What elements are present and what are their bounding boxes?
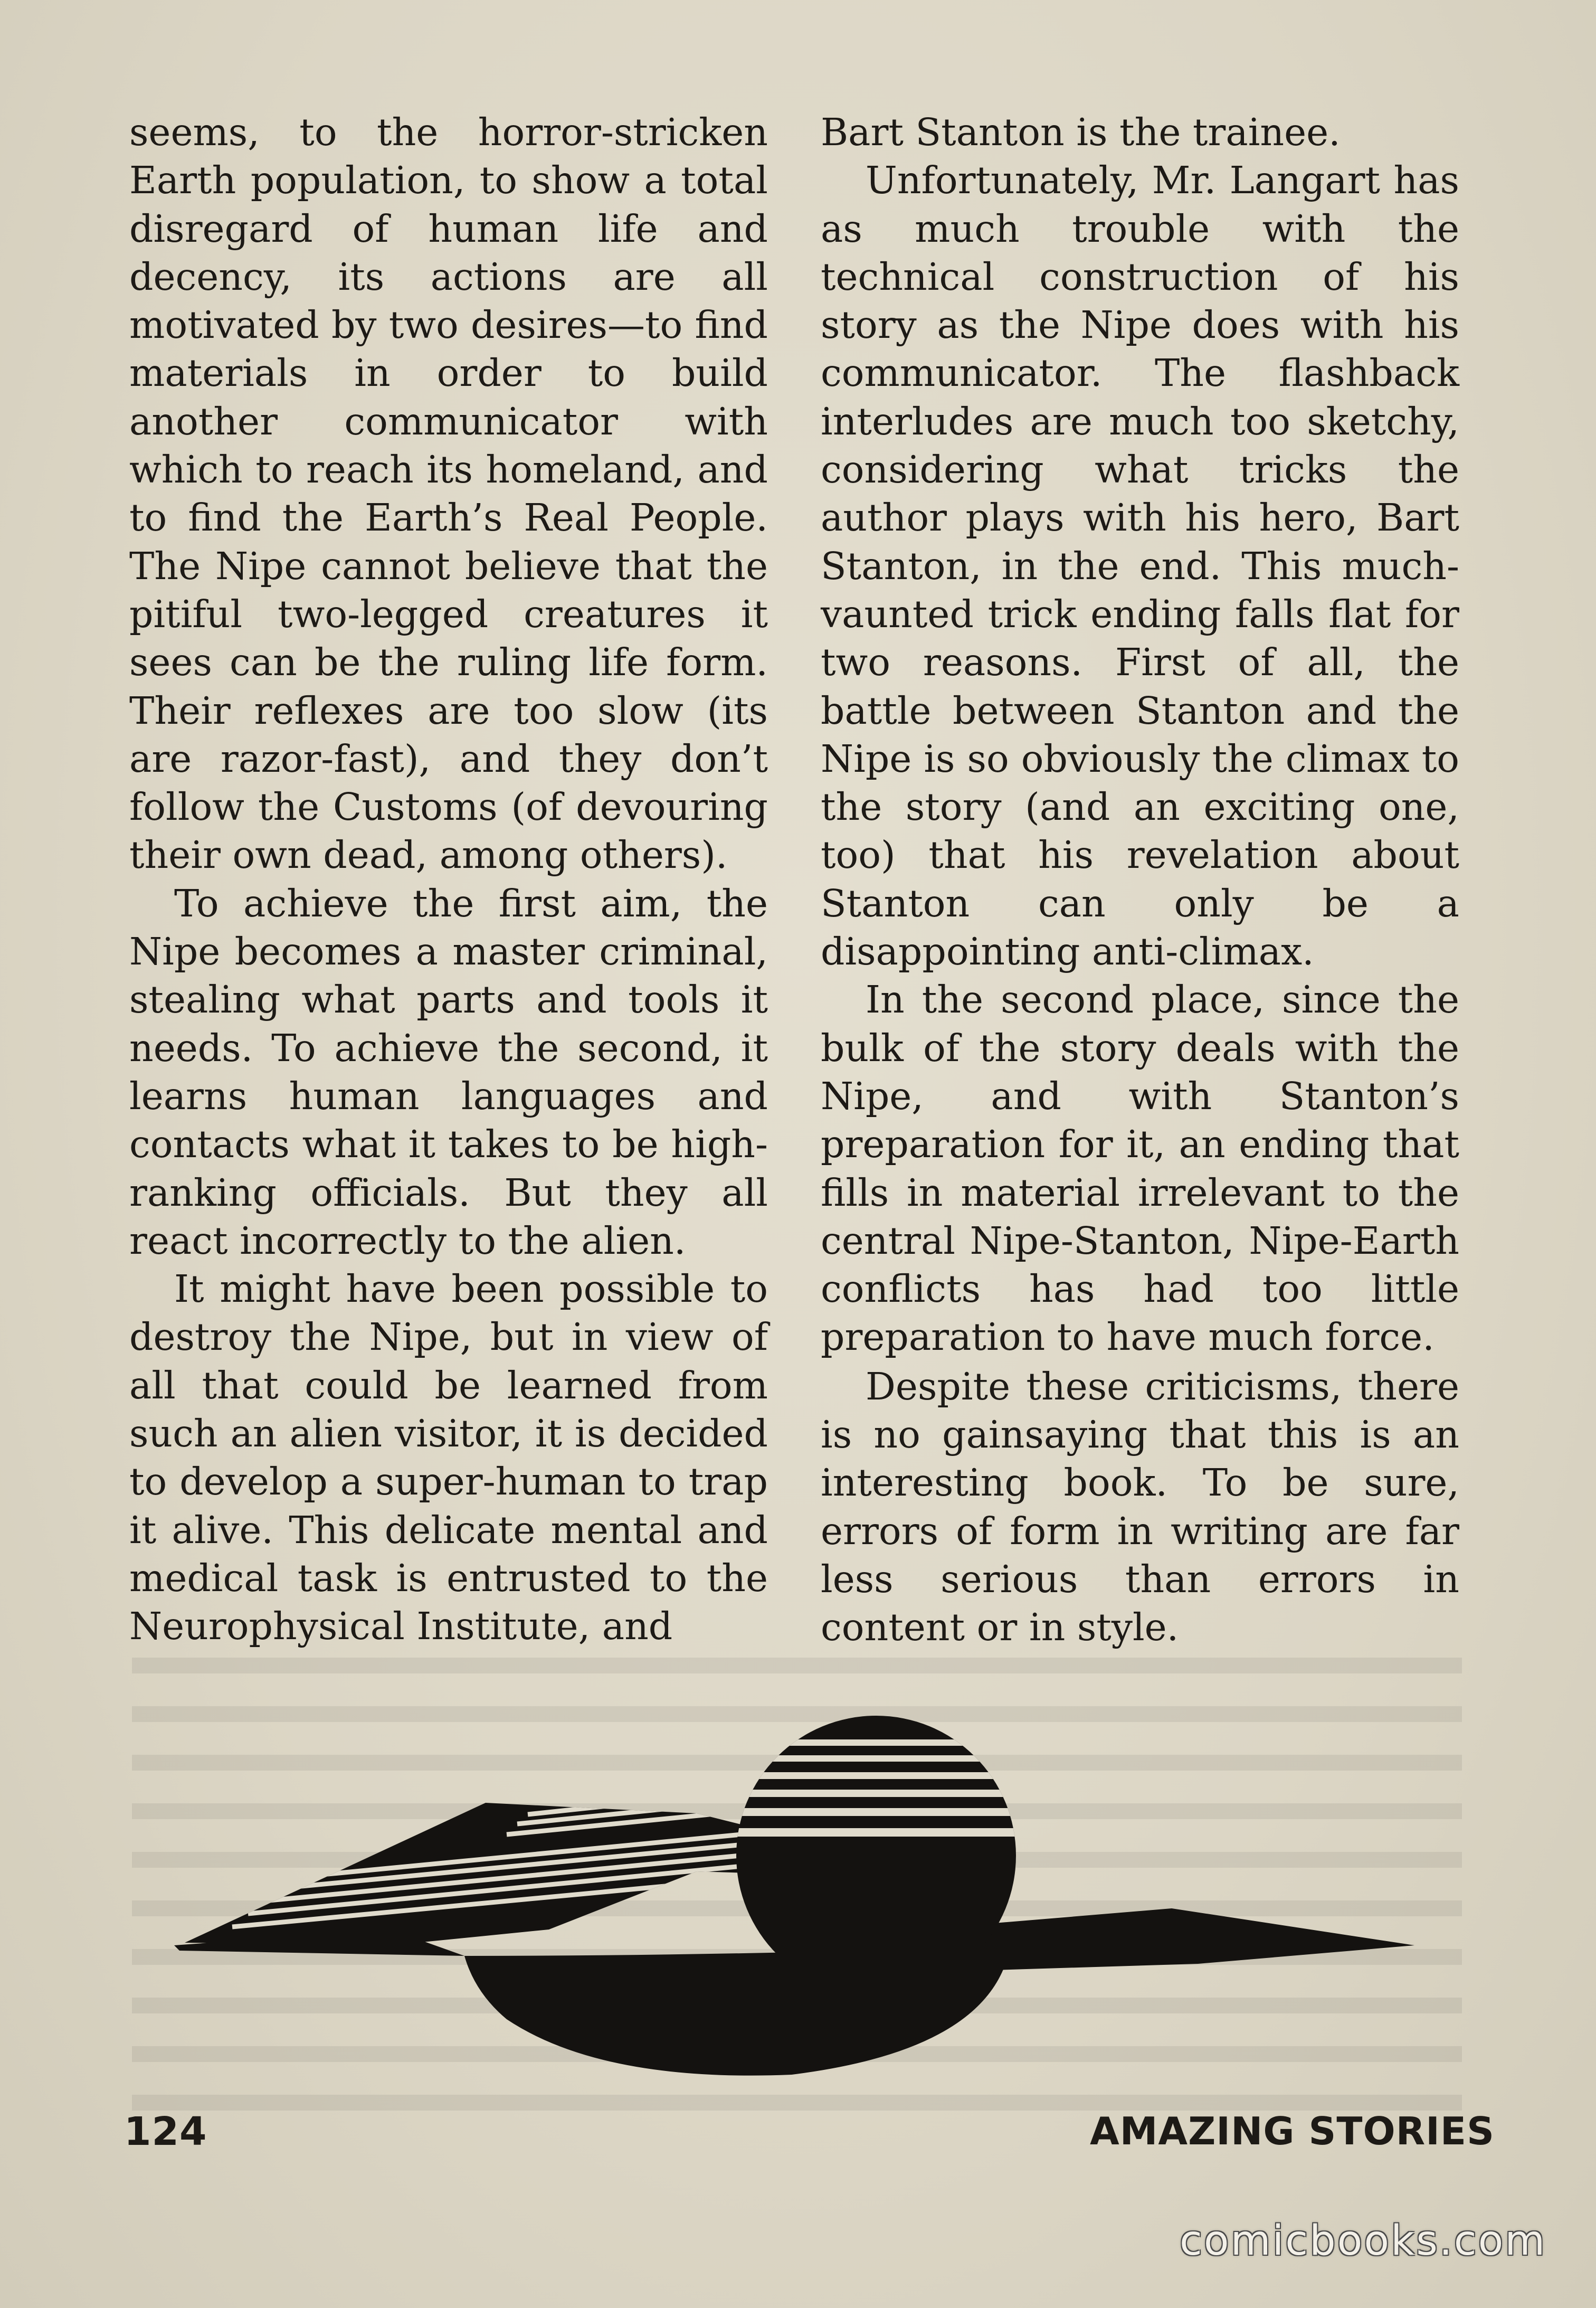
right-text-column <box>821 108 1459 1652</box>
paragraph: It might have been possible to destroy the Nipe, but in view of all that could be learned from such an alien visitor, it is decided to develop a super-human to trap it alive. This delicate mental and medical task is entrusted to the Neurophysical Institute, and <box>129 1267 768 1649</box>
hull-shape <box>464 1948 1008 2076</box>
paragraph: To achieve the first aim, the Nipe becomes a master criminal, stealing what parts and tools it needs. To achieve the second, it learns human languages and contacts what it takes to be high-ranking officials. But they all react incorrectly to the alien. <box>129 881 768 1263</box>
magazine-title: AMAZING STORIES <box>1090 2109 1495 2153</box>
watermark: comicbooks.com <box>1180 2217 1547 2265</box>
paragraph: Unfortunately, Mr. Langart has as much trouble with the technical construction of his story as the Nipe does with his communicator. The flashback interludes are much too sketchy, considering what tricks the author plays with his hero, Bart Stanton, in the end. This much-vaunted trick ending falls flat for two reasons. First of all, the battle between Stanton and the Nipe is so obviously the climax to the story (and an exciting one, too) that his revelation about Stanton can only be a disappointing anti-climax. <box>821 158 1459 974</box>
paragraph: Bart Stanton is the trainee. <box>821 110 1341 154</box>
paragraph: seems, to the horror-stricken Earth population, to show a total disregard of human life and decency, its actions are all motivated by two desires—to find materials in order to build another communicator with which to reach its homeland, and to find the Earth’s Real People. The Nipe cannot believe that the pitiful two-legged creatures it sees can be the ruling life form. Their reflexes are too slow (its are razor-fast), and they don’t follow the Customs (of devouring their own dead, among others). <box>129 110 768 877</box>
paragraph: In the second place, since the bulk of the story deals with the Nipe, and with Stanton’s preparation for it, an ending that fills in material irrelevant to the central Nipe-Stanton, Nipe-Earth conflicts has had too little preparation to have much force. <box>821 978 1459 1359</box>
page-number: 124 <box>124 2109 207 2154</box>
paragraph: Despite these criticisms, there is no gainsaying that this is an interesting book. To be sure, errors of form in writing are far less serious than errors in content or in style. <box>821 1364 1459 1650</box>
left-text-column <box>129 108 768 1651</box>
flying-saucer-spaceship-illustration <box>169 1681 1425 2104</box>
